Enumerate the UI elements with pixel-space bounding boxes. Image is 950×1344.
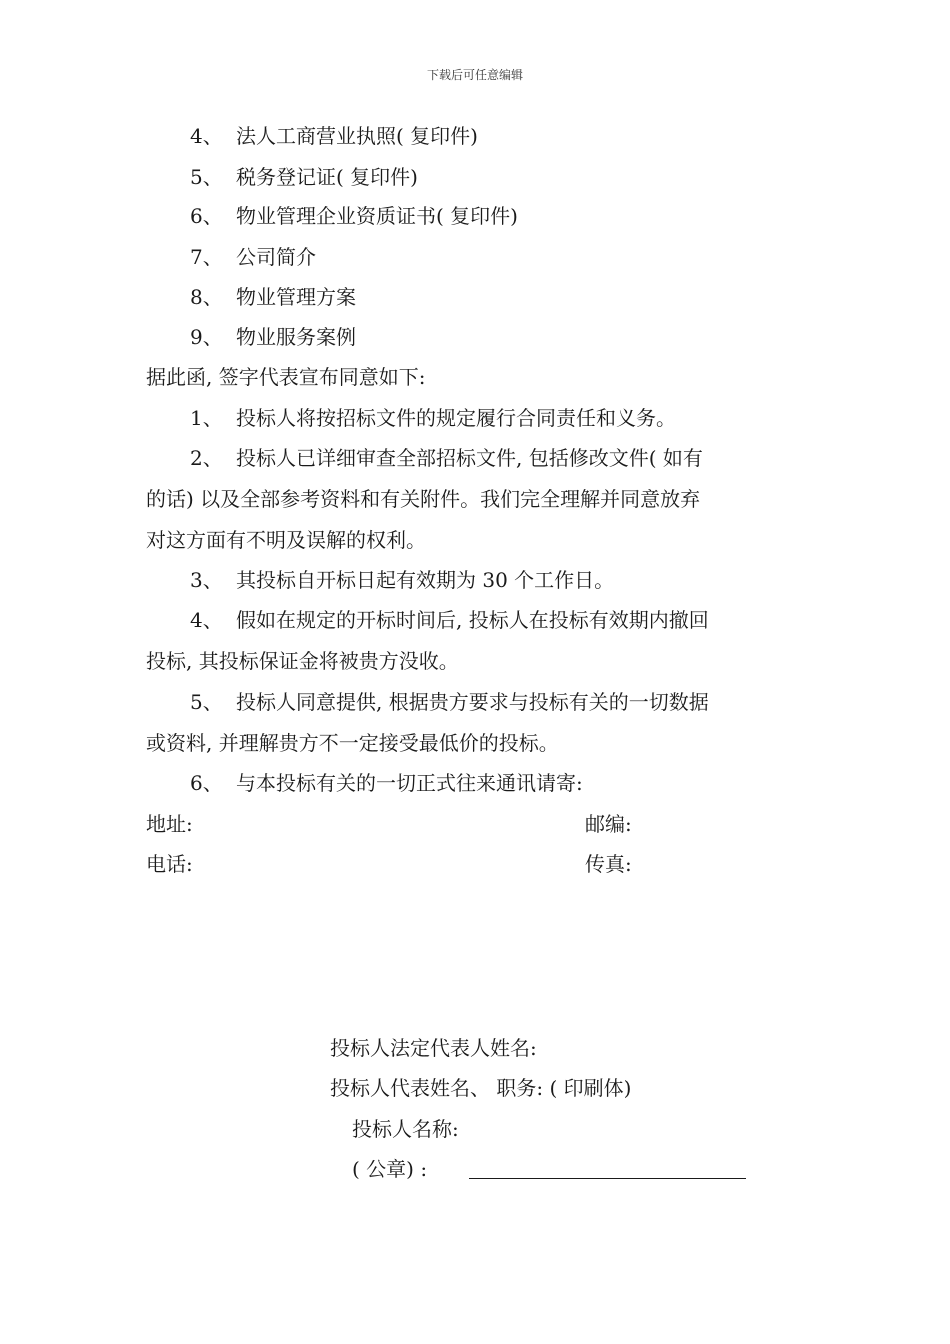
page-header-note: 下载后可任意编辑: [426, 68, 523, 82]
attachment-item-4: [190, 122, 478, 150]
intro-statement: 据此函, 签字代表宣布同意如下:: [146, 365, 426, 389]
attachment-text: 物业管理方案: [236, 285, 356, 309]
seal-signature-line: [469, 1178, 746, 1179]
attachment-text: 物业管理企业资质证书( 复印件): [236, 204, 518, 228]
attachment-number: 8、: [190, 285, 223, 309]
declaration-1: [190, 404, 676, 432]
declaration-text: 投标人已详细审查全部招标文件, 包括修改文件( 如有: [236, 446, 703, 470]
declaration-6: [190, 769, 583, 797]
attachment-item-7: [190, 243, 316, 271]
declaration-5-line-2: 或资料, 并理解贵方不一定接受最低价的投标。: [146, 731, 559, 755]
declaration-number: 5、: [190, 690, 223, 714]
phone-label: 电话:: [146, 852, 193, 876]
declaration-text: 假如在规定的开标时间后, 投标人在投标有效期内撤回: [236, 608, 709, 632]
declaration-5-line-1: [190, 688, 709, 716]
attachment-item-8: [190, 283, 356, 311]
declaration-2-line-2: 的话) 以及全部参考资料和有关附件。我们完全理解并同意放弃: [146, 487, 701, 511]
attachment-number: 7、: [190, 245, 223, 269]
declaration-text: 投标人将按招标文件的规定履行合同责任和义务。: [236, 406, 676, 430]
declaration-number: 3、: [190, 568, 223, 592]
attachment-text: 法人工商营业执照( 复印件): [236, 124, 478, 148]
declaration-number: 2、: [190, 446, 223, 470]
attachment-text: 税务登记证( 复印件): [236, 165, 418, 189]
declaration-text: 其投标自开标日起有效期为 30 个工作日。: [236, 568, 615, 592]
declaration-text: 与本投标有关的一切正式往来通讯请寄:: [236, 771, 583, 795]
attachment-number: 6、: [190, 204, 223, 228]
declaration-number: 1、: [190, 406, 223, 430]
legal-representative-label: 投标人法定代表人姓名:: [330, 1036, 537, 1060]
postcode-label: 邮编:: [585, 812, 632, 836]
declaration-3: [190, 566, 614, 594]
declaration-text: 投标人同意提供, 根据贵方要求与投标有关的一切数据: [236, 690, 709, 714]
attachment-item-9: [190, 323, 356, 351]
bidder-name-label: 投标人名称:: [352, 1117, 459, 1141]
attachment-number: 4、: [190, 124, 223, 148]
declaration-2-line-3: 对这方面有不明及误解的权利。: [146, 528, 426, 552]
attachment-item-5: [190, 163, 418, 191]
address-label: 地址:: [146, 812, 193, 836]
attachment-item-6: [190, 202, 518, 230]
declaration-2-line-1: [190, 444, 703, 472]
declaration-4-line-2: 投标, 其投标保证金将被贵方没收。: [146, 649, 459, 673]
company-seal-label: ( 公章) :: [352, 1157, 428, 1181]
attachment-text: 物业服务案例: [236, 325, 356, 349]
attachment-text: 公司简介: [236, 245, 316, 269]
representative-title-label: 投标人代表姓名、 职务: ( 印刷体): [330, 1076, 632, 1100]
fax-label: 传真:: [585, 852, 632, 876]
declaration-number: 4、: [190, 608, 223, 632]
declaration-4-line-1: [190, 606, 709, 634]
declaration-number: 6、: [190, 771, 223, 795]
attachment-number: 9、: [190, 325, 223, 349]
attachment-number: 5、: [190, 165, 223, 189]
